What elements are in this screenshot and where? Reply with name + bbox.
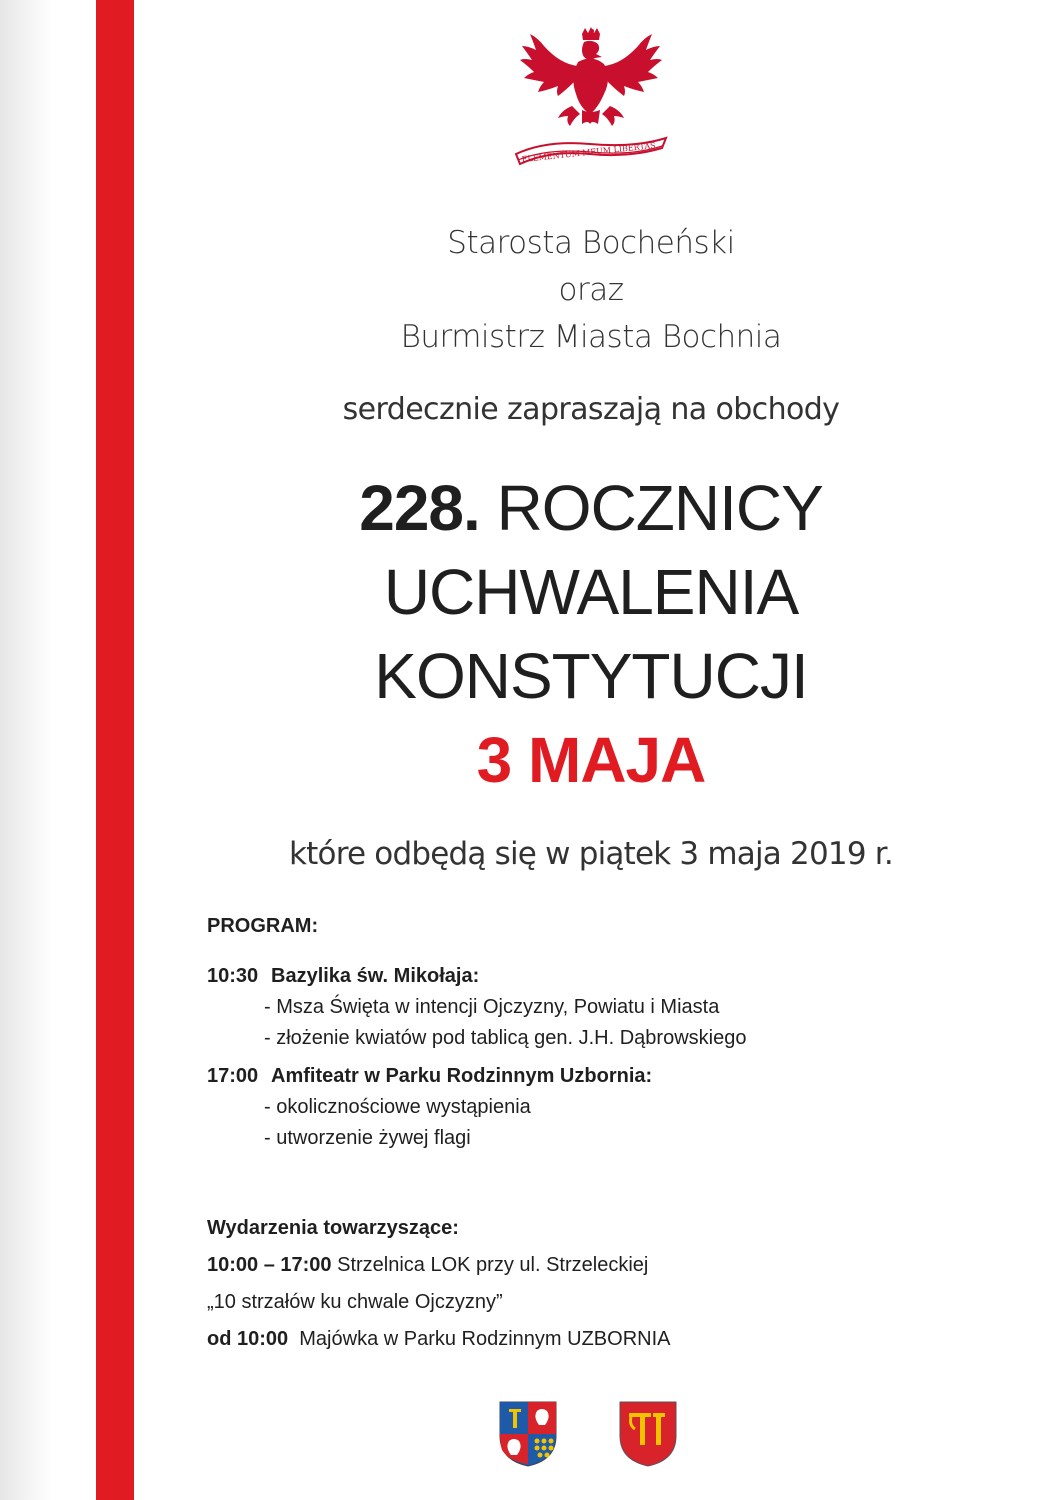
program-activity: - Msza Święta w intencji Ojczyzny, Powiatu i Miasta: [264, 996, 720, 1018]
title-word-rocznicy: ROCZNICY: [496, 472, 823, 544]
side-events-section: [207, 1210, 1007, 1358]
organizer-line-2: oraz: [558, 272, 624, 308]
program-time: 10:30: [207, 965, 259, 987]
side-event-1-quote: „10 strzałów ku chwale Ojczyzny”: [207, 1291, 503, 1313]
event-title: [134, 466, 1048, 802]
title-line-1: [134, 466, 1048, 550]
event-date: które odbędą się w piątek 3 maja 2019 r.: [289, 836, 893, 872]
side-event-1-text: Strzelnica LOK przy ul. Strzeleckiej: [331, 1254, 649, 1276]
program-item-header: [207, 960, 1007, 992]
program-time: 17:00: [207, 1065, 259, 1087]
organizer-line-3: Burmistrz Miasta Bochnia: [400, 319, 782, 355]
program-item: [207, 960, 1007, 1054]
side-event-2: [207, 1321, 1007, 1358]
white-eagle-crowned-icon: [508, 22, 670, 184]
page-shadow: [0, 0, 52, 1500]
invite-text: serdecznie zapraszają na obchody: [342, 392, 840, 427]
side-event-1-time: 10:00 – 17:00: [207, 1254, 332, 1276]
program-item-header: [207, 1060, 1007, 1092]
red-flag-stripe: [96, 0, 134, 1500]
program-activity: - utworzenie żywej flagi: [264, 1127, 471, 1149]
program-place: Amfiteatr w Parku Rodzinnym Uzbornia:: [271, 1065, 653, 1087]
title-line-4: 3 MAJA: [476, 724, 706, 796]
program-heading: PROGRAM:: [207, 915, 319, 937]
program-item: [207, 1060, 1007, 1154]
side-events-heading: Wydarzenia towarzyszące:: [207, 1217, 459, 1239]
program-activity: - złożenie kwiatów pod tablicą gen. J.H. Dąbrowskiego: [264, 1027, 747, 1049]
side-event-2-time: od 10:00: [207, 1328, 289, 1350]
bochnia-city-crest-icon: [617, 1399, 679, 1469]
program-place: Bazylika św. Mikołaja:: [271, 965, 480, 987]
title-line-2: UCHWALENIA: [383, 556, 799, 628]
anniversary-number: 228.: [359, 472, 480, 544]
emblem-ribbon-text: ELEMENTUM MEUM LIBERTAS: [521, 140, 657, 164]
powiat-bochenski-crest-icon: [497, 1399, 559, 1469]
program-section: [207, 915, 1007, 1160]
organizer-line-1: Starosta Bocheński: [447, 225, 735, 261]
side-event-1: [207, 1247, 1007, 1284]
title-line-3: KONSTYTUCJI: [374, 640, 808, 712]
side-event-2-text: Majówka w Parku Rodzinnym UZBORNIA: [288, 1328, 671, 1350]
organizers: [134, 220, 1048, 361]
program-activity: - okolicznościowe wystąpienia: [264, 1096, 531, 1118]
